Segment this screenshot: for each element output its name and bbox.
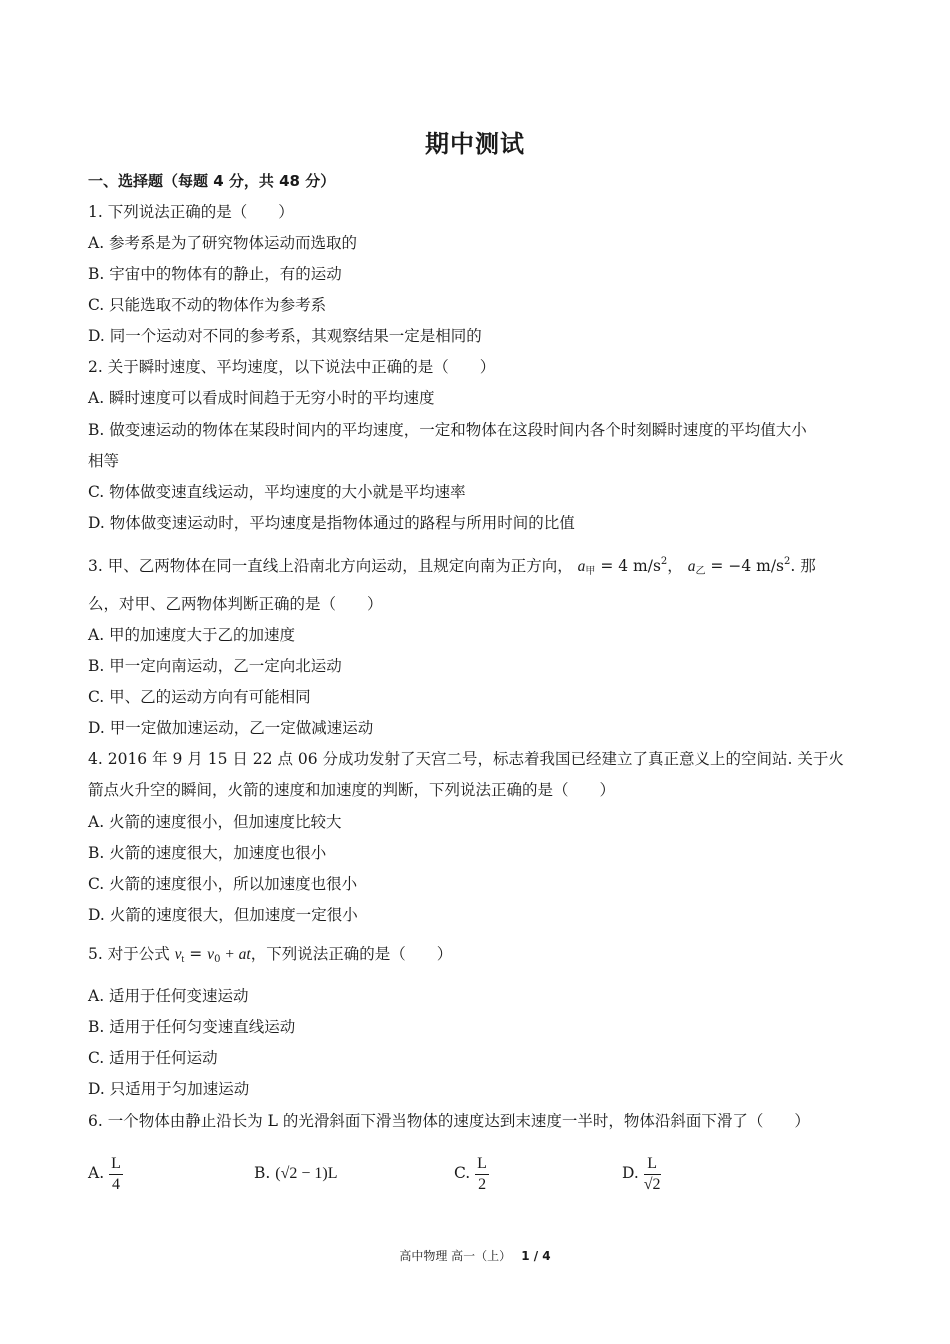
- section-heading: 一、选择题（每题 4 分，共 48 分）: [88, 172, 336, 190]
- question-3-stem-end: . 那: [790, 557, 816, 575]
- question-3-option-d: D. 甲一定做加速运动，乙一定做减速运动: [88, 719, 374, 737]
- question-2-option-b: B. 做变速运动的物体在某段时间内的平均速度，一定和物体在这段时间内各个时刻瞬时速度的平均值大小: [88, 421, 807, 439]
- question-3-stem: [88, 552, 816, 582]
- question-5-option-a: A. 适用于任何变速运动: [88, 987, 249, 1005]
- question-1-option-a: A. 参考系是为了研究物体运动而选取的: [88, 234, 358, 252]
- option-c-label: C.: [454, 1164, 471, 1182]
- question-4-stem: 4. 2016 年 9 月 15 日 22 点 06 分成功发射了天宫二号，标志着我国已经建立了真正意义上的空间站. 关于火: [88, 750, 844, 768]
- question-3-stem-text: 3. 甲、乙两物体在同一直线上沿南北方向运动，且规定向南为正方向，: [88, 557, 573, 575]
- page-footer: [0, 1247, 950, 1264]
- question-2-option-b-cont: 相等: [88, 452, 120, 470]
- question-3-stem-cont: 么，对甲、乙两物体判断正确的是（ ）: [88, 595, 383, 613]
- question-6-option-a: [88, 1150, 123, 1196]
- option-b-label: B.: [254, 1164, 271, 1182]
- option-a-label: A.: [88, 1164, 105, 1182]
- question-6-option-d: [622, 1150, 661, 1196]
- fraction-l-over-4: $\frac{L}{4}$: [111, 1154, 121, 1193]
- fraction-l-over-sqrt2: $\frac{L}{√2}$: [643, 1154, 661, 1193]
- question-2-stem: 2. 关于瞬时速度、平均速度，以下说法中正确的是（ ）: [88, 358, 496, 376]
- question-6-option-b: [254, 1150, 338, 1196]
- option-d-label: D.: [622, 1164, 639, 1182]
- question-1-option-b: B. 宇宙中的物体有的静止，有的运动: [88, 265, 342, 283]
- question-6-option-c: [454, 1150, 489, 1196]
- accel-jia-formula: $a_甲 = 4$ $m/s^2$: [577, 556, 668, 577]
- question-5-option-b: B. 适用于任何匀变速直线运动: [88, 1018, 296, 1036]
- question-3-option-b: B. 甲一定向南运动，乙一定向北运动: [88, 657, 342, 675]
- question-5-stem-text: 5. 对于公式: [88, 945, 175, 963]
- question-4-option-a: A. 火箭的速度很小，但加速度比较大: [88, 813, 342, 831]
- fraction-l-over-2: $\frac{L}{2}$: [477, 1154, 487, 1193]
- question-2-option-d: D. 物体做变速运动时，平均速度是指物体通过的路程与所用时间的比值: [88, 514, 575, 532]
- question-1-stem: 1. 下列说法正确的是（ ）: [88, 203, 294, 221]
- footer-course-label: 高中物理 高一（上）: [399, 1249, 512, 1263]
- question-4-option-c: C. 火箭的速度很小，所以加速度也很小: [88, 875, 358, 893]
- page-title: 期中测试: [425, 130, 525, 158]
- accel-yi-formula: $a_乙 = -4$ $m/s^2$: [687, 556, 791, 577]
- question-3-option-c: C. 甲、乙的运动方向有可能相同: [88, 688, 311, 706]
- question-5-stem-end: ，下列说法正确的是（ ）: [250, 945, 453, 963]
- question-5-stem: [88, 944, 452, 970]
- question-4-option-d: D. 火箭的速度很大，但加速度一定很小: [88, 906, 358, 924]
- velocity-formula: $v_t = v_0$ + at: [174, 945, 251, 965]
- question-4-option-b: B. 火箭的速度很大，加速度也很小: [88, 844, 327, 862]
- question-3-option-a: A. 甲的加速度大于乙的加速度: [88, 626, 296, 644]
- question-2-option-a: A. 瞬时速度可以看成时间趋于无穷小时的平均速度: [88, 389, 435, 407]
- formula-separator: ，: [667, 557, 683, 575]
- question-1-option-c: C. 只能选取不动的物体作为参考系: [88, 296, 327, 314]
- question-5-option-d: D. 只适用于匀加速运动: [88, 1080, 250, 1098]
- question-1-option-d: D. 同一个运动对不同的参考系，其观察结果一定是相同的: [88, 327, 482, 345]
- expression-sqrt2-minus-1: (√2 − 1)L: [275, 1165, 338, 1182]
- question-5-option-c: C. 适用于任何运动: [88, 1049, 218, 1067]
- question-4-stem-cont: 箭点火升空的瞬间，火箭的速度和加速度的判断，下列说法正确的是（ ）: [88, 781, 616, 799]
- question-2-option-c: C. 物体做变速直线运动，平均速度的大小就是平均速率: [88, 483, 466, 501]
- question-6-stem: 6. 一个物体由静止沿长为 L 的光滑斜面下滑当物体的速度达到末速度一半时，物体沿斜面下滑了（ ）: [88, 1112, 810, 1130]
- page-number: 1 / 4: [521, 1249, 551, 1263]
